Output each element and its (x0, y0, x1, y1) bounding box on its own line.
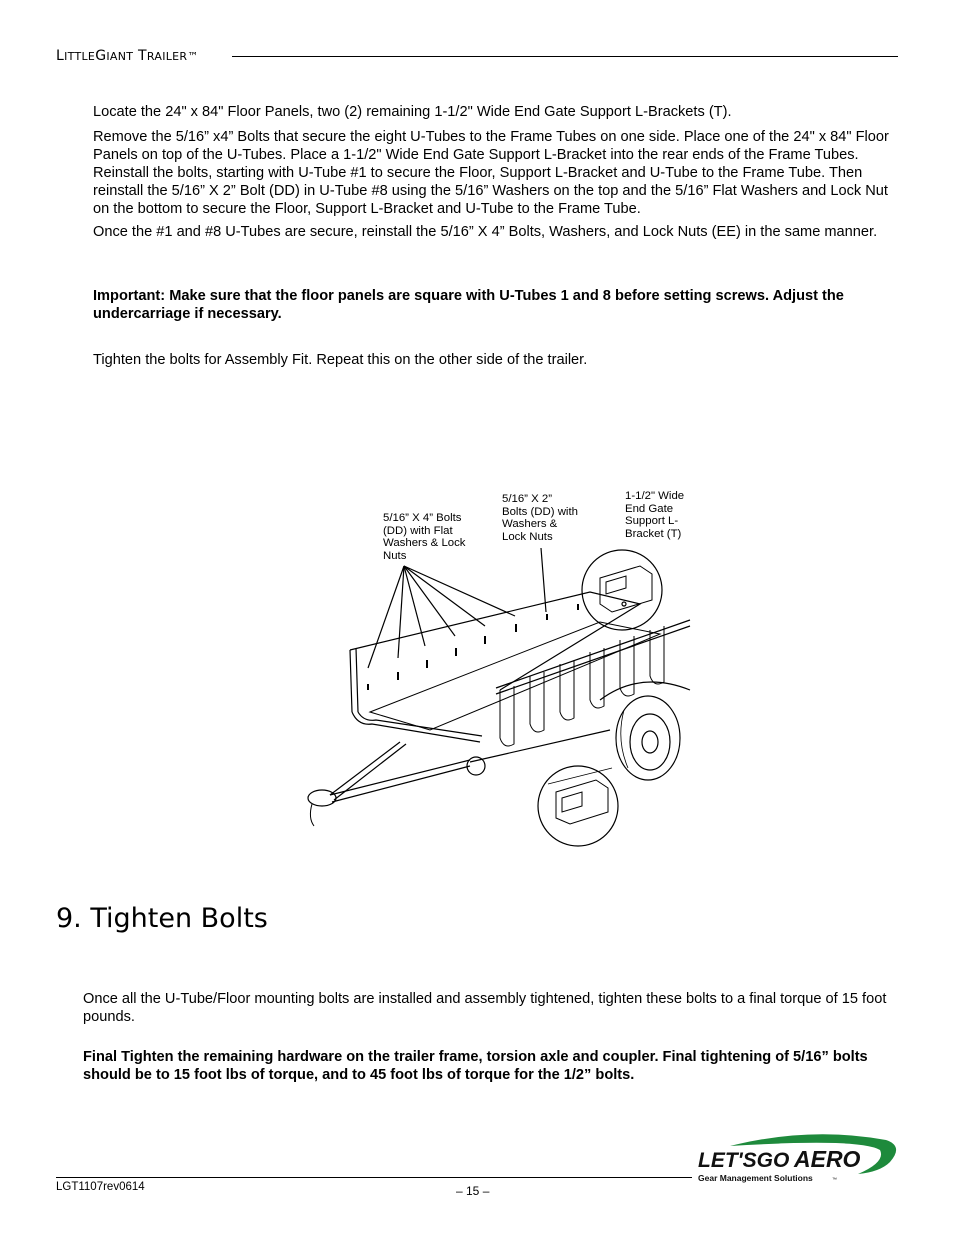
callout-line: Nuts (383, 550, 407, 563)
step-paragraph-2: Remove the 5/16” x4” Bolts that secure the eight U-Tubes to the Frame Tubes on one side. Place one of the 24" x 84" Floor Panels on top of the U-Tubes. Place a 1-1/2" Wide End Gate Support L-Bracket into the rear ends of the Frame Tubes. Reinstall the bolts, starting with U-Tube #1 to secure the Floor, Support L-Bracket and U-Tube to the Frame Tube. Then reinstall the 5/16” X 2” Bolt (DD) in U-Tube #8 using the 5/16” Washers on the top and the 5/16” Flat Washers and Lock Nut on the bottom to secure the Floor, Support L-Bracket and U-Tube to the Frame Tube. (93, 129, 889, 217)
fender (600, 682, 690, 700)
detail-circle-bracket-bottom (538, 766, 618, 846)
callout-line: Bolts (DD) with (502, 505, 578, 518)
section-paragraph-2: Final Tighten the remaining hardware on the trailer frame, torsion axle and coupler. Final tightening of 5/16” bolts should be to 15 foot lbs of torque, and to 45 foot lbs of torque for the 1/2” bolts. (83, 1049, 868, 1083)
important-note: Important: Make sure that the floor panels are square with U-Tubes 1 and 8 before setting screws. Adjust the undercarriage if necessary. (93, 288, 844, 322)
page-number: – 15 – (456, 1184, 490, 1198)
callout-line: Support L- (625, 515, 679, 528)
header-smallcaps: IANT (106, 50, 134, 63)
logo-word-aero: AERO (794, 1146, 861, 1172)
callout-l-bracket (625, 490, 684, 541)
letsgoaero-logo (690, 1132, 902, 1188)
logo-tagline: Gear Management Solutions (698, 1173, 813, 1183)
detail-circle-bracket-top (582, 550, 662, 630)
callout-line: Washers & Lock (383, 537, 466, 550)
callout-line: Washers & (502, 518, 558, 531)
logo-word-letsgo: LET'SGO (698, 1149, 790, 1172)
step-paragraph-1: Locate the 24" x 84" Floor Panels, two (2) remaining 1-1/2" Wide End Gate Support L-Brackets (T). (93, 104, 732, 120)
callout-line: 5/16” X 4” Bolts (383, 512, 462, 524)
header-letter: L (56, 48, 65, 64)
wheel (616, 696, 680, 780)
floor-panel (370, 622, 660, 730)
logo-trademark: ™ (832, 1177, 837, 1183)
callout-line: Bracket (T) (625, 528, 682, 541)
callout-line: Lock Nuts (502, 531, 553, 544)
trailer-assembly-illustration (290, 540, 710, 850)
running-header (56, 48, 199, 64)
callout-bolts-2in (502, 493, 578, 544)
section-heading: 9. Tighten Bolts (56, 903, 268, 934)
document-code: LGT1107rev0614 (56, 1181, 145, 1193)
header-rule (232, 56, 898, 57)
callout-line: 5/16” X 2” (502, 493, 553, 505)
callout-line: End Gate (625, 502, 674, 515)
header-smallcaps: ITTLE (64, 50, 96, 63)
callout-line: 1-1/2" Wide (625, 490, 685, 502)
step-paragraph-3: Once the #1 and #8 U-Tubes are secure, reinstall the 5/16” X 4” Bolts, Washers, and Lock Nuts (EE) in the same manner. (93, 224, 878, 240)
header-letter: T (138, 48, 147, 64)
header-smallcaps: RAILER™ (146, 50, 199, 63)
footer-rule (56, 1177, 692, 1178)
header-letter: G (95, 48, 107, 64)
step-paragraph-4: Tighten the bolts for Assembly Fit. Repeat this on the other side of the trailer. (93, 352, 588, 368)
callout-line: (DD) with Flat (383, 524, 453, 537)
section-paragraph-1: Once all the U-Tube/Floor mounting bolts are installed and assembly tightened, tighten these bolts to a final torque of 15 foot pounds. (83, 991, 887, 1025)
